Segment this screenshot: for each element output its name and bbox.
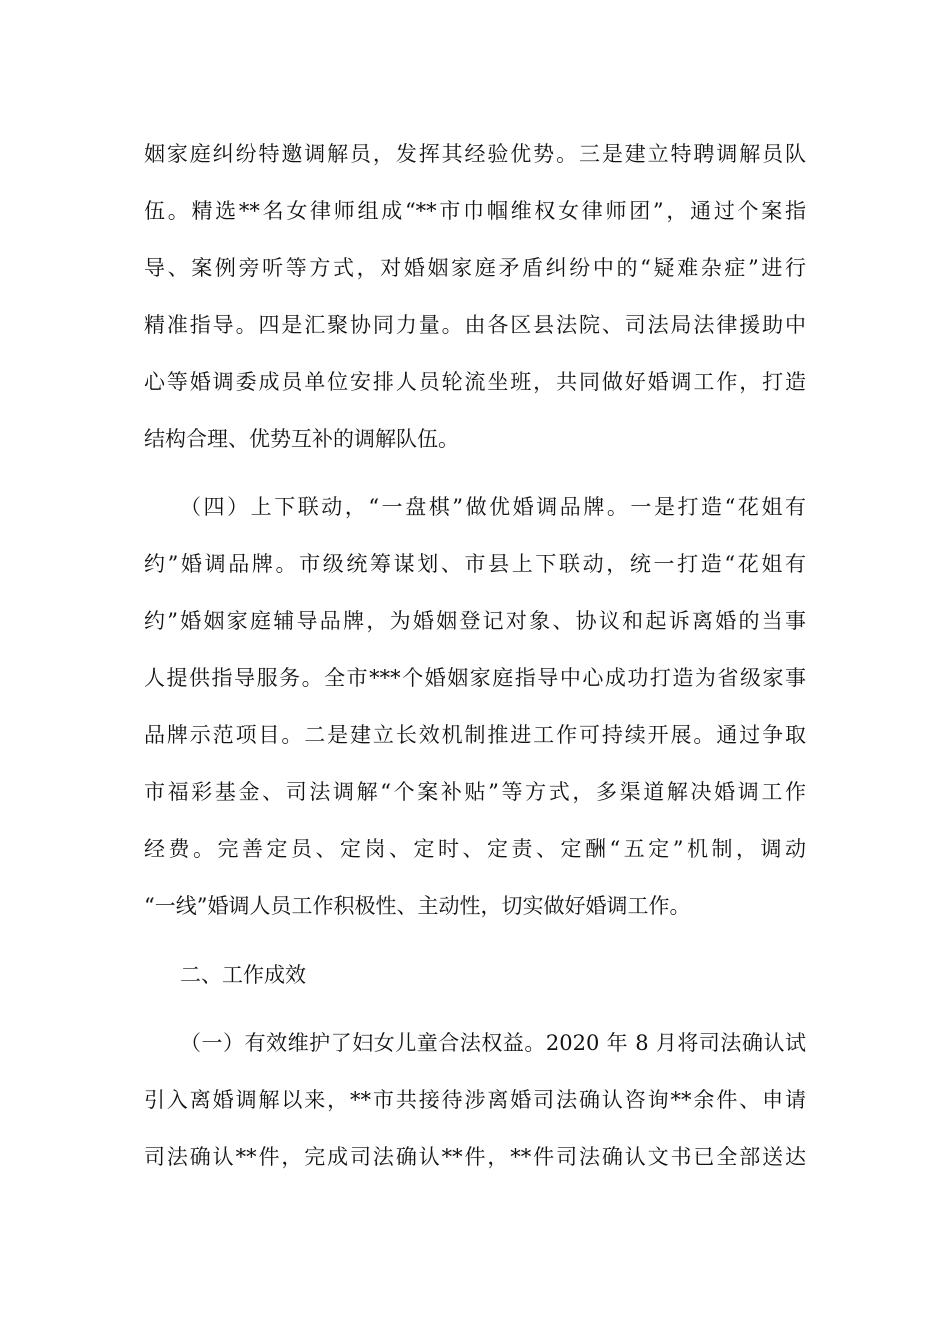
text-line: 伍。精选**名女律师组成“**市巾帼维权女律师团”，通过个案指 (144, 199, 806, 223)
text-line: 结构合理、优势互补的调解队伍。 (144, 427, 459, 451)
text-line: 市福彩基金、司法调解“个案补贴”等方式，多渠道解决婚调工作 (144, 780, 806, 804)
text-line: 姻家庭纠纷特邀调解员，发挥其经验优势。三是建立特聘调解员队 (144, 142, 806, 166)
text-line: 约”婚调品牌。市级统筹谋划、市县上下联动，统一打造“花姐有 (144, 552, 806, 576)
text-line: 司法确认**件，完成司法确认**件，**件司法确认文书已全部送达 (144, 1145, 806, 1169)
paragraph-heading-line: （一）有效维护了妇女儿童合法权益。2020 年 8 月将司法确认试 (180, 1031, 806, 1055)
paragraph-heading-line: （四）上下联动，“一盘棋”做优婚调品牌。一是打造“花姐有 (180, 495, 806, 519)
text-line: 精准指导。四是汇聚协同力量。由各区县法院、司法局法律援助中 (144, 313, 806, 337)
text-line: 人提供指导服务。全市***个婚姻家庭指导中心成功打造为省级家事 (144, 666, 806, 690)
text-line: 心等婚调委成员单位安排人员轮流坐班，共同做好婚调工作，打造 (144, 370, 806, 394)
text-line: 经费。完善定员、定岗、定时、定责、定酬“五定”机制，调动 (144, 837, 806, 861)
section-heading: 二、工作成效 (180, 963, 306, 987)
text-line: 导、案例旁听等方式，对婚姻家庭矛盾纠纷中的“疑难杂症”进行 (144, 256, 806, 280)
text-line: 引入离婚调解以来，**市共接待涉离婚司法确认咨询**余件、申请 (144, 1088, 806, 1112)
text-line: “一线”婚调人员工作积极性、主动性，切实做好婚调工作。 (144, 894, 691, 918)
text-line: 品牌示范项目。二是建立长效机制推进工作可持续开展。通过争取 (144, 723, 806, 747)
text-line: 约”婚姻家庭辅导品牌，为婚姻登记对象、协议和起诉离婚的当事 (144, 609, 806, 633)
